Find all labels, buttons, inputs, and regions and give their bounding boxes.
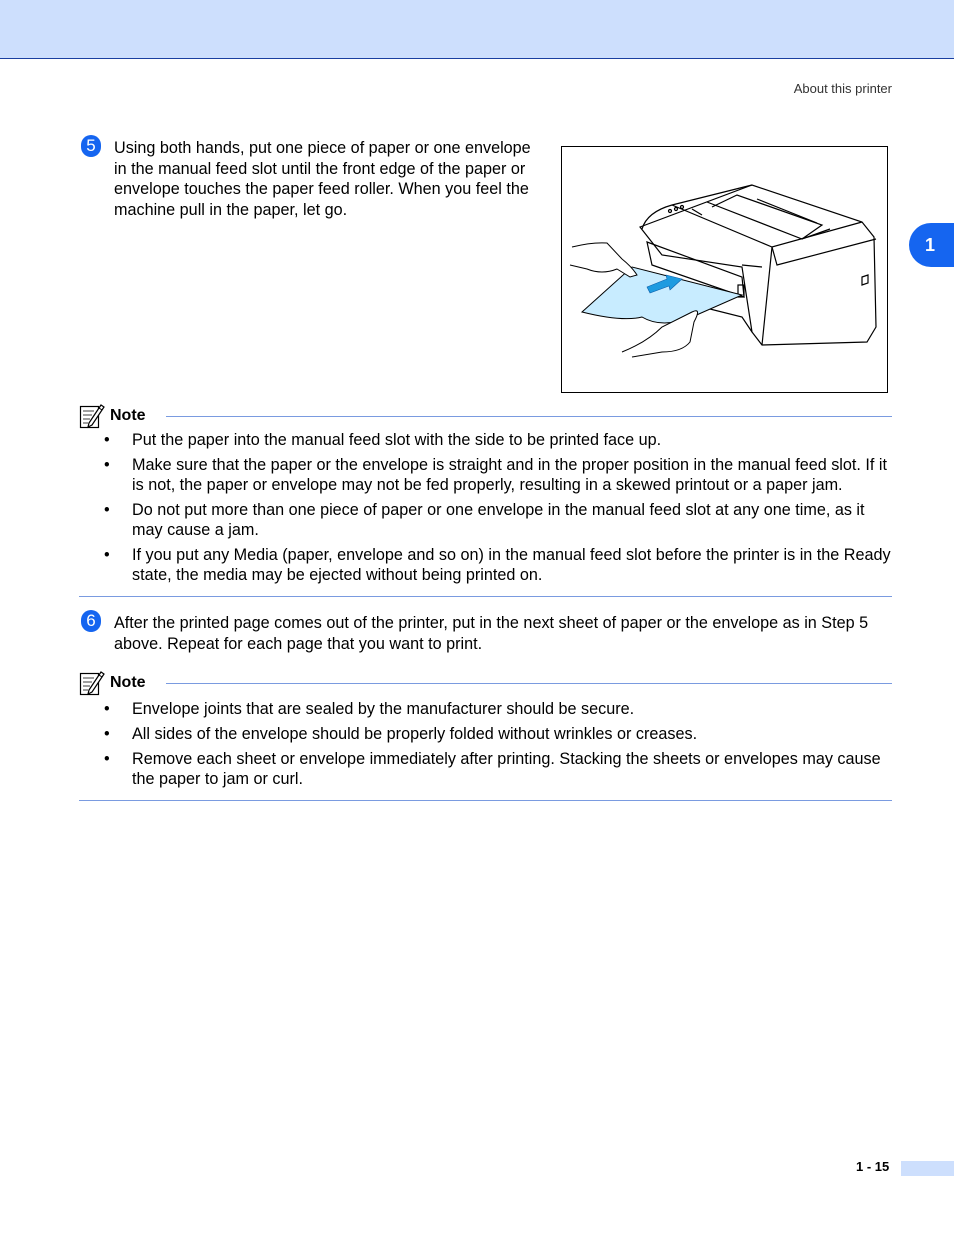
bullet: • [104,546,110,564]
page-number: 1 - 15 [856,1159,890,1174]
list-item [79,430,894,450]
header-band [0,0,954,59]
manual-feed-illustration [561,146,888,393]
list-item-text: If you put any Media (paper, envelope and so on) in the manual feed slot before the printer is in the Ready state, the media may be ejected without being printed on. [132,546,891,584]
step-5-badge: 5 [81,135,101,157]
list-item [79,699,894,719]
running-header: About this printer [793,81,892,96]
note-2-label: Note [110,674,146,691]
bullet: • [104,456,110,474]
note-2-header [79,670,892,696]
chapter-tab[interactable]: 1 [909,223,954,267]
note-1-header [79,403,892,429]
step-5-text: Using both hands, put one piece of paper or one envelope in the manual feed slot until the front edge of the paper or envelope touches the paper feed roller. When you feel the machine pull in the paper, let go. [114,139,531,219]
step-6-text: After the printed page comes out of the printer, put in the next sheet of paper or the envelope as in Step 5 above. Repeat for each page that you want to print. [114,614,869,653]
step-6-badge: 6 [81,610,101,632]
list-item [79,500,894,540]
footer-bar [901,1161,954,1176]
bullet: • [104,501,110,519]
list-item [79,455,894,495]
note-2-rule [166,683,892,684]
list-item-text: Make sure that the paper or the envelope is straight and in the proper position in the manual feed slot. If it is not, the paper or envelope may not be fed properly, resulting in a skewed printout or a paper jam. [132,456,887,494]
note-2-bottom-rule [79,800,892,801]
note-1-list [79,430,894,590]
list-item-text: Remove each sheet or envelope immediately after printing. Stacking the sheets or envelopes may cause the paper to jam or curl. [132,750,881,788]
note-pencil-icon [79,403,105,429]
printer-manual-feed-drawing [562,147,887,392]
list-item [79,545,894,585]
note-pencil-icon [79,670,105,696]
list-item-text: Envelope joints that are sealed by the manufacturer should be secure. [132,700,635,718]
list-item [79,749,894,789]
note-2-list [79,699,894,794]
note-1-label: Note [110,407,146,424]
note-1-bottom-rule [79,596,892,597]
list-item-text: Put the paper into the manual feed slot with the side to be printed face up. [132,431,662,449]
bullet: • [104,725,110,743]
list-item-text: Do not put more than one piece of paper or one envelope in the manual feed slot at any one time, as it may cause a jam. [132,501,865,539]
list-item [79,724,894,744]
note-1-rule [166,416,892,417]
bullet: • [104,750,110,768]
bullet: • [104,700,110,718]
list-item-text: All sides of the envelope should be properly folded without wrinkles or creases. [132,725,698,743]
bullet: • [104,431,110,449]
